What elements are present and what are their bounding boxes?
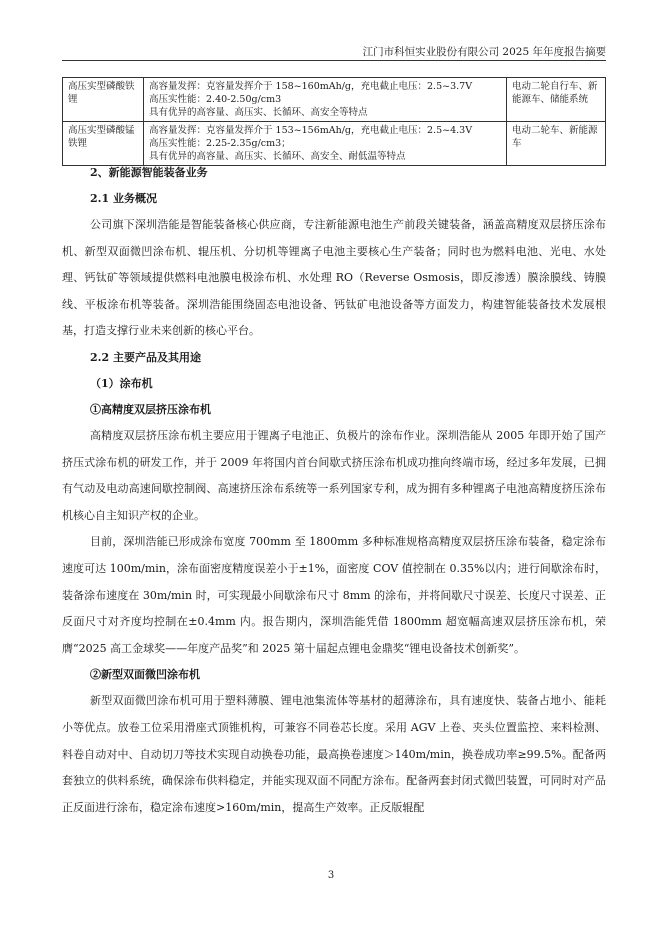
- main-content: [62, 160, 606, 821]
- paragraph: 高精度双层挤压涂布机主要应用于锂离子电池正、负极片的涂布作业。深圳浩能从 2005 年即开始了国产挤压式涂布机的研发工作，并于 2009 年将国内首台间歇式挤压涂布机成功推向终端市场，经过多年发展，已拥有气动及电动高速间歇控制阀、高速挤压涂布系统等一系列国家专利，成为拥有多种锂离子电池高精度挤压涂布机核心自主知识产权的企业。: [62, 428, 606, 522]
- product-features-cell: [144, 78, 507, 122]
- table-row: [63, 78, 606, 122]
- page-number: 3: [327, 870, 335, 881]
- table-row: [63, 122, 606, 166]
- subsection-heading: （1）涂布机: [90, 376, 153, 390]
- product-name-cell: 高压实型磷酸锰铁锂: [63, 122, 144, 166]
- paragraph: 公司旗下深圳浩能是智能装备核心供应商，专注新能源电池生产前段关键装备，涵盖高精度双层挤压涂布机、新型双面微凹涂布机、辊压机、分切机等锂离子电池主要核心生产装备；同时也为燃料电池、光电、水处理、钙钛矿等领域提供燃料电池膜电极涂布机、水处理 RO（Reverse Osmosis，即反渗透）膜涂膜线、铸膜线、平板涂布机等装备。深圳浩能围绕固态电池设备、钙钛矿电池设备等方面发力，构建智能装备技术发展根基，打造支撑行业未来创新的核心平台。: [62, 218, 606, 338]
- feature-line: 高容量发挥：克容量发挥介于 153~156mAh/g，充电截止电压：2.5~4.3V: [149, 125, 473, 136]
- subsection-heading: 2.1 业务概况: [90, 192, 157, 205]
- section-heading: 2、新能源智能装备业务: [90, 166, 208, 179]
- paragraph: 目前，深圳浩能已形成涂布宽度 700mm 至 1800mm 多种标准规格高精度双层挤压涂布装备，稳定涂布速度可达 100m/min，涂布面密度精度误差小于±1%，面密度 COV 值控制在 0.35%以内；进行间歇涂布时，装备涂布速度在 30m/min 时，可实现最小间歇涂布尺寸 8mm 的涂布，并将间歇尺寸误差、长度尺寸误差、正反面尺寸对齐度均控制在±0.4mm 内。报告期内，深圳浩能凭借 1800mm 超宽幅高速双层挤压涂布机，荣膺“2025 高工金球奖——年度产品奖”和 2025 第十届起点锂电金鼎奖“锂电设备技术创新奖”。: [62, 535, 606, 655]
- feature-line: 具有优异的高容量、高压实、长循环、高安全、耐低温等特点: [149, 151, 406, 162]
- product-use-cell: 电动二轮自行车、新能源车、储能系统: [507, 78, 606, 122]
- page-header: [62, 38, 606, 61]
- item-heading: ②新型双面微凹涂布机: [90, 668, 200, 682]
- subsection-heading: 2.2 主要产品及其用途: [90, 350, 201, 364]
- feature-line: 高容量发挥：克容量发挥介于 158~160mAh/g，充电截止电压：2.5~3.7V: [149, 81, 473, 92]
- paragraph: 新型双面微凹涂布机可用于塑料薄膜、锂电池集流体等基材的超薄涂布，具有速度快、装备占地小、能耗小等优点。放卷工位采用滑座式顶锥机构，可兼容不同卷芯长度。采用 AGV 上卷、夹头位置监控、来料检测、料卷自动对中、自动切刀等技术实现自动换卷功能，最高换卷速度＞140m/min，换卷成功率≥99.5%。配备两套独立的供料系统，确保涂布供料稳定，并能实现双面不同配方涂布。配备两套封闭式微凹装置，可同时对产品正反面进行涂布，稳定涂布速度>160m/min，提高生产效率。正反版辊配: [62, 694, 606, 814]
- product-use-cell: 电动二轮车、新能源车: [507, 122, 606, 166]
- header-title: 江门市科恒实业股份有限公司 2025 年年度报告摘要: [362, 46, 606, 58]
- product-name-cell: 高压实型磷酸铁锂: [63, 78, 144, 122]
- item-heading: ①高精度双层挤压涂布机: [90, 402, 211, 416]
- product-features-cell: [144, 122, 507, 166]
- product-spec-table: [62, 77, 606, 166]
- feature-line: 高压实性能：2.25-2.35g/cm3；: [149, 138, 291, 149]
- feature-line: 具有优异的高容量、高压实、长循环、高安全等特点: [149, 107, 368, 118]
- feature-line: 高压实性能：2.40-2.50g/cm3: [149, 94, 282, 105]
